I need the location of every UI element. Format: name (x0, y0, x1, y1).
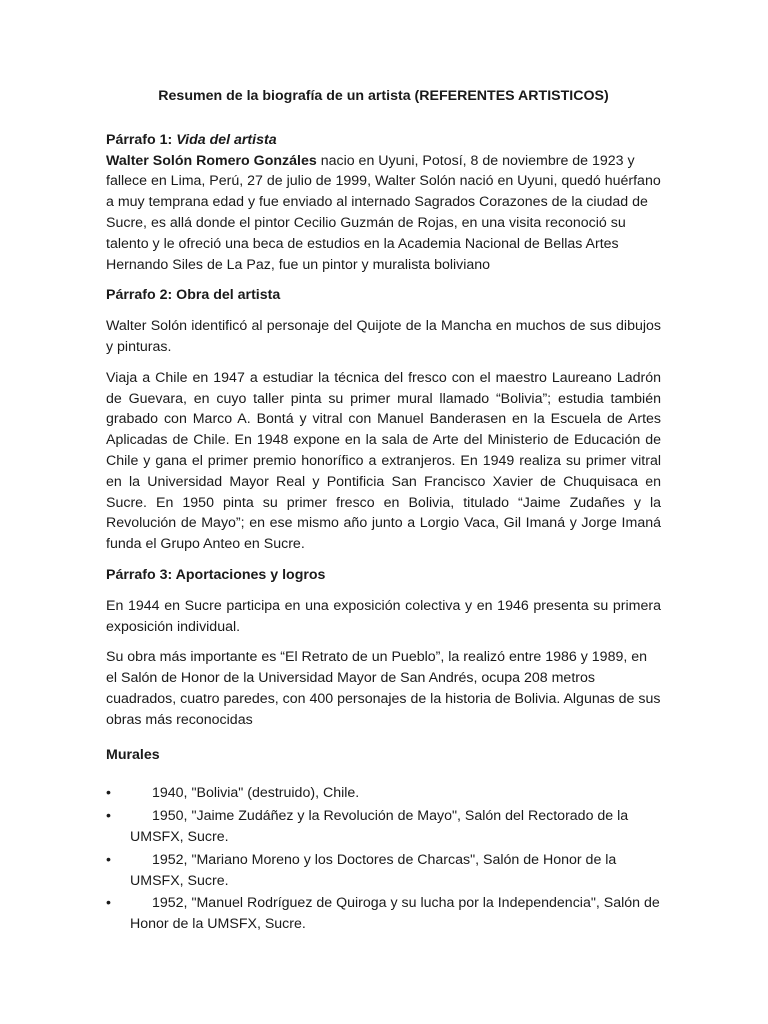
artist-name: Walter Solón Romero Gonzáles (106, 152, 317, 169)
list-item (106, 850, 661, 892)
murales-heading: Murales (106, 746, 160, 763)
bullet-icon: • (106, 851, 111, 868)
mural-item-text: 1940, "Bolivia" (destruido), Chile. (152, 785, 360, 802)
paragraph-3-heading: Párrafo 3: Aportaciones y logros (106, 566, 326, 583)
mural-item-text: 1952, "Mariano Moreno y los Doctores de Charcas", Salón de Honor de la UMSFX, Sucre. (130, 851, 617, 889)
list-item (106, 893, 661, 935)
paragraph-1-label-italic: Vida del artista (176, 131, 277, 148)
list-item (106, 783, 661, 804)
list-item (106, 806, 661, 848)
paragraph-1-text: nacio en Uyuni, Potosí, 8 de noviembre de 1923 y fallece en Lima, Perú, 27 de julio de 1999, Walter Solón nació en Uyuni, quedó huérfano a muy temprana edad y fue enviado al internado Sagrados Corazones de la ciudad de Sucre, es allá donde el pintor Cecilio Guzmán de Rojas, en una visita reconoció su talento y le ofreció una beca de estudios en la Academia Nacional de Bellas Artes Hernando Siles de La Paz, fue un pintor y muralista boliviano (106, 152, 661, 273)
mural-item-text: 1950, "Jaime Zudáñez y la Revolución de Mayo", Salón del Rectorado de la UMSFX, Sucre. (130, 808, 629, 845)
murales-list (106, 783, 661, 935)
bullet-icon: • (106, 785, 111, 802)
paragraph-1-label: Párrafo 1: (106, 131, 177, 148)
paragraph-1-body (106, 151, 661, 276)
paragraph-2-text-1: Walter Solón identificó al personaje del Quijote de la Mancha en muchos de sus dibujos y pinturas. (106, 318, 661, 355)
document-page (106, 86, 661, 937)
paragraph-3-text-2: Su obra más importante es “El Retrato de un Pueblo”, la realizó entre 1986 y 1989, en el Salón de Honor de la Universidad Mayor de San Andrés, ocupa 208 metros cuadrados, cuatro paredes, con 400 personajes de la historia de Bolivia. Algunas de sus obras más reconocidas (106, 649, 661, 728)
mural-item-text: 1952, "Manuel Rodríguez de Quiroga y su lucha por la Independencia", Salón de Honor de la UMSFX, Sucre. (130, 895, 660, 933)
document-title: Resumen de la biografía de un artista (REFERENTES ARTISTICOS) (158, 88, 609, 104)
paragraph-2-heading: Párrafo 2: Obra del artista (106, 287, 281, 304)
paragraph-2-text-2: Viaja a Chile en 1947 a estudiar la técnica del fresco con el maestro Laureano Ladrón de Guevara, en cuyo taller pinta su primer mural llamado “Bolivia”; estudia también grabado con Marco A. Bontá y vitral con Manuel Banderasen en la Escuela de Artes Aplicadas de Chile. En 1948 expone en la sala de Arte del Ministerio de Educación de Chile y gana el primer premio honorífico a extranjeros. En 1949 realiza su primer vitral en la Universidad Mayor Real y Pontificia San Francisco Xavier de Chuquisaca en Sucre. En 1950 pinta su primer fresco en Bolivia, titulado “Jaime Zudañes y la Revolución de Mayo”; en ese mismo año junto a Lorgio Vaca, Gil Imaná y Jorge Imaná funda el Grupo Anteo en Sucre. (106, 369, 661, 553)
bullet-icon: • (106, 808, 111, 825)
paragraph-1-heading (106, 130, 661, 151)
bullet-icon: • (106, 895, 111, 912)
paragraph-3-text-1: En 1944 en Sucre participa en una exposición colectiva y en 1946 presenta su primera exposición individual. (106, 597, 661, 635)
